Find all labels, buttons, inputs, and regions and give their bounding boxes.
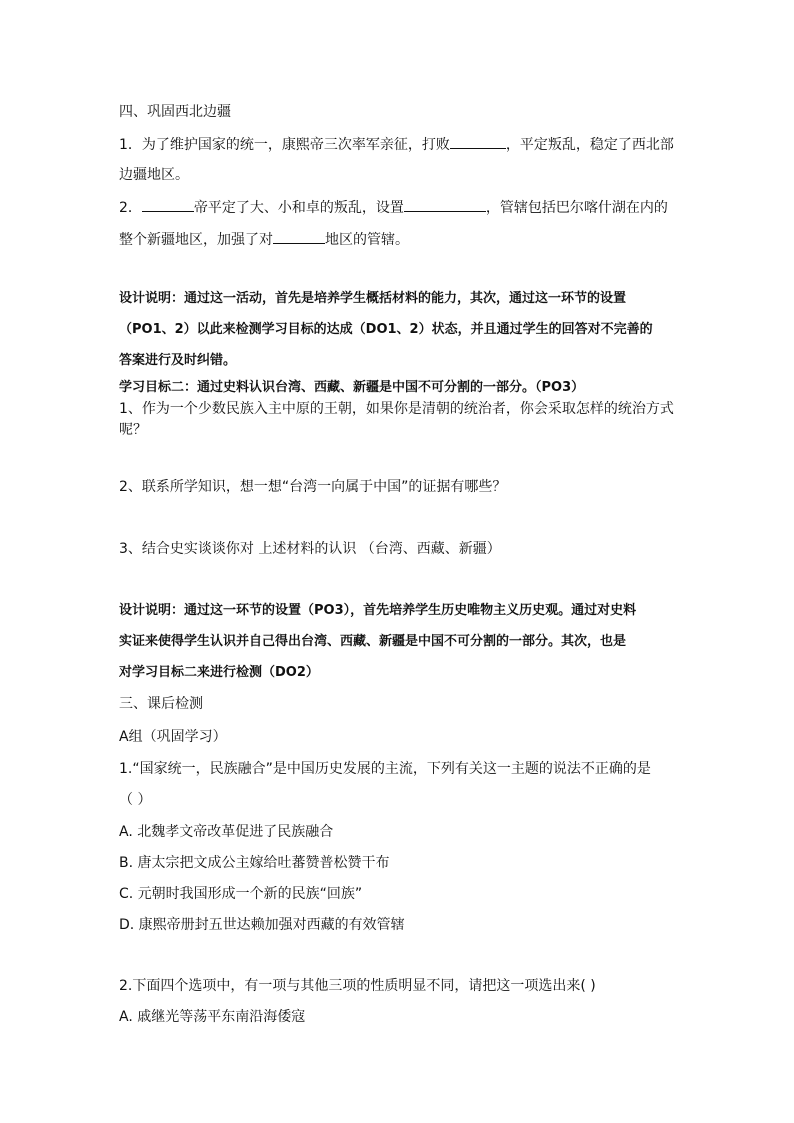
objective-2-question-2: 2、联系所学知识，想一想“台湾一向属于中国”的证据有哪些？	[119, 479, 507, 495]
design-note-2-line-1: 设计说明：通过这一环节的设置（PO3），首先培养学生历史唯物主义历史观。通过对史料	[119, 603, 637, 618]
group-a-label: A组（巩固学习）	[119, 729, 227, 745]
answer-blank[interactable]	[450, 134, 506, 149]
test-question-1-answer-bracket: （ ）	[119, 792, 152, 808]
test-question-1: 1.“国家统一，民族融合”是中国历史发展的主流，下列有关这一主题的说法不正确的是	[119, 761, 651, 777]
fill-question-2	[119, 197, 699, 218]
option-d[interactable]: D. 康熙帝册封五世达赖加强对西藏的有效管辖	[119, 917, 405, 933]
section-heading-after-class-test: 三、课后检测	[119, 696, 203, 712]
option-b[interactable]: B. 唐太宗把文成公主嫁给吐蕃赞普松赞干布	[119, 855, 390, 871]
question-number: 2．	[119, 200, 142, 216]
answer-blank[interactable]	[142, 197, 194, 212]
question-text: 帝平定了大、小和卓的叛乱，设置	[193, 200, 404, 216]
design-note-2-line-3: 对学习目标二来进行检测（DO2）	[119, 665, 319, 680]
question-text: ，管辖包括巴尔喀什湖在内的	[485, 200, 668, 216]
question-text: 地区的管辖。	[325, 232, 409, 248]
design-note-2-line-2: 实证来使得学生认识并自己得出台湾、西藏、新疆是中国不可分割的一部分。其次，也是	[119, 634, 627, 649]
question-text: ，平定叛乱，稳定了西北部	[505, 137, 674, 153]
option-c[interactable]: C. 元朝时我国形成一个新的民族“回族”	[119, 886, 363, 902]
objective-2-question-3: 3、结合史实谈谈你对 上述材料的认识 （台湾、西藏、新疆）	[119, 541, 501, 557]
design-note-1-line-3: 答案进行及时纠错。	[119, 353, 237, 368]
test-question-2-option-a[interactable]: A. 戚继光等荡平东南沿海倭寇	[119, 1009, 306, 1025]
option-a[interactable]: A. 北魏孝文帝改革促进了民族融合	[119, 824, 334, 840]
fill-question-1	[119, 134, 699, 155]
test-question-2: 2.下面四个选项中，有一项与其他三项的性质明显不同，请把这一项选出来( )	[119, 978, 596, 994]
answer-blank[interactable]	[273, 229, 325, 244]
fill-question-1-continued: 边疆地区。	[119, 167, 189, 183]
design-note-1-line-2: （PO1、2）以此来检测学习目标的达成（DO1、2）状态，并且通过学生的回答对不完善的	[119, 322, 653, 337]
answer-blank[interactable]	[404, 197, 486, 212]
learning-objective-2-title: 学习目标二：通过史料认识台湾、西藏、新疆是中国不可分割的一部分。（PO3）	[119, 380, 585, 395]
section-heading-consolidate-northwest: 四、巩固西北边疆	[119, 104, 231, 120]
objective-2-question-1-continued: 呢？	[119, 422, 147, 438]
design-note-1-line-1: 设计说明：通过这一活动，首先是培养学生概括材料的能力，其次，通过这一环节的设置	[119, 291, 627, 306]
question-text: 1．为了维护国家的统一，康熙帝三次率军亲征，打败	[119, 137, 450, 153]
question-text: 整个新疆地区，加强了对	[119, 232, 273, 248]
objective-2-question-1: 1、作为一个少数民族入主中原的王朝，如果你是清朝的统治者，你会采取怎样的统治方式	[119, 401, 674, 417]
fill-question-2-continued	[119, 229, 699, 250]
